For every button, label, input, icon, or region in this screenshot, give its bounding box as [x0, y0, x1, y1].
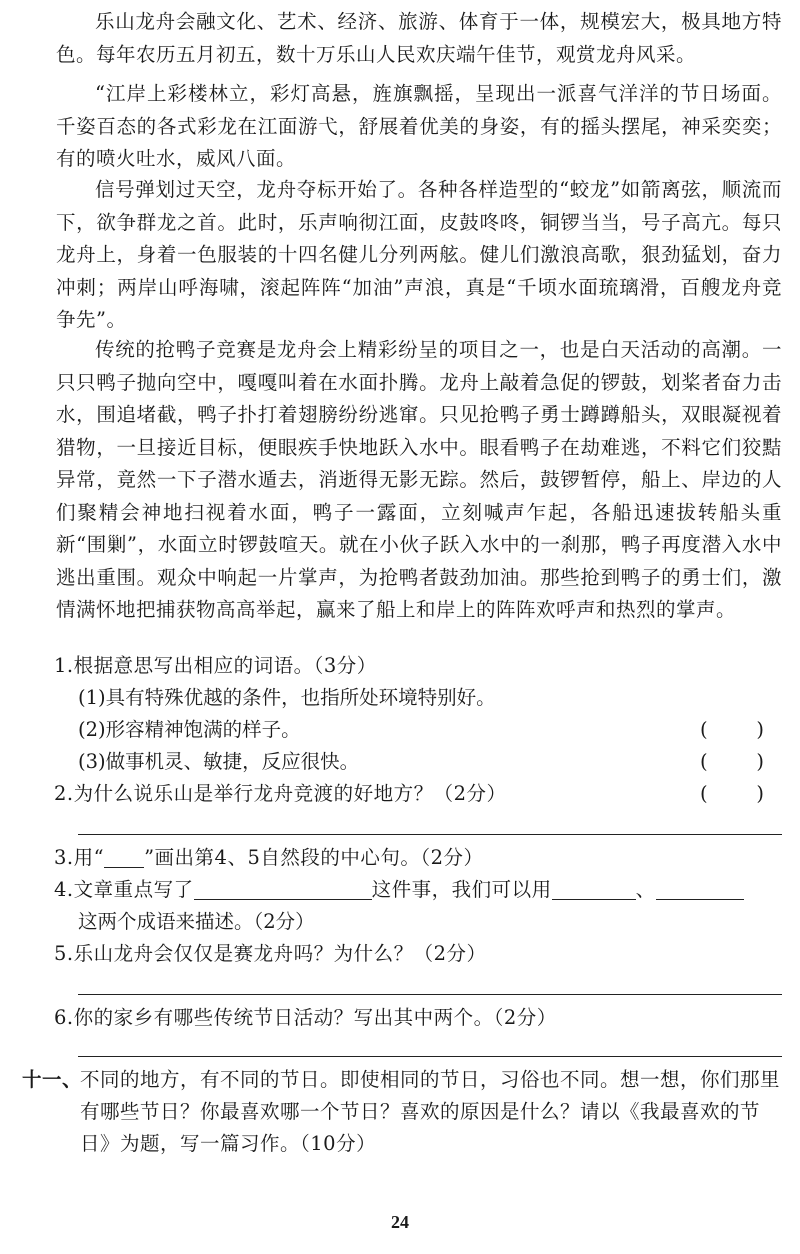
passage-paragraph-3: 信号弹划过天空，龙舟夺标开始了。各种各样造型的“蛟龙”如箭离弦，顺流而下，欲争群龙之首。此时，乐声响彻江面，皮鼓咚咚，铜锣当当，号子高亢。每只龙舟上，身着一色服装的十四名健儿分列两舷。健儿们激浪高歌，狠劲猛划，奋力冲刺；两岸山呼海啸，滚起阵阵“加油”声浪，真是“千顷水面琉璃滑，百艘龙舟竞争先”。: [56, 178, 782, 331]
passage-paragraph-1: 乐山龙舟会融文化、艺术、经济、旅游、体育于一体，规模宏大，极具地方特色。每年农历五月初五，数十万乐山人民欢庆端午佳节，观赏龙舟风采。: [56, 10, 782, 66]
passage-paragraph-2: “江岸上彩楼林立，彩灯高悬，旌旗飘摇，呈现出一派喜气洋洋的节日场面。千姿百态的各式彩龙在江面游弋，舒展着优美的身姿，有的摇头摆尾，神采奕奕；有的喷火吐水，威风八面。: [56, 82, 782, 170]
answer-blank-idiom-1[interactable]: [552, 877, 636, 900]
question-2: 2.为什么说乐山是举行龙舟竞渡的好地方？（2分）: [54, 782, 507, 805]
question-3: 3.用“ ”画出第4、5自然段的中心句。（2分）: [54, 846, 484, 869]
passage-paragraph-4: 传统的抢鸭子竞赛是龙舟会上精彩纷呈的项目之一，也是白天活动的高潮。一只只鸭子抛向空中，嘎嘎叫着在水面扑腾。龙舟上敲着急促的锣鼓，划桨者奋力击水，围追堵截，鸭子扑打着翅膀纷纷逃窜。只见抢鸭子勇士蹲蹲船头，双眼凝视着猎物，一旦接近目标，便眼疾手快地跃入水中。眼看鸭子在劫难逃，不料它们狡黠异常，竟然一下子潜水遁去，消逝得无影无踪。然后，鼓锣暂停，船上、岸边的人们聚精会神地扫视着水面，鸭子一露面，立刻喊声乍起，各船迅速拔转船头重新“围剿”，水面立时锣鼓喧天。就在小伙子跃入水中的一刹那，鸭子再度潜入水中逃出重围。观众中响起一片掌声，为抢鸭者鼓劲加油。那些抢到鸭子的勇士们，激情满怀地把捕获物高高举起，赢来了船上和岸上的阵阵欢呼声和热烈的掌声。: [56, 338, 782, 621]
answer-line-q6[interactable]: [78, 1056, 782, 1057]
question-6: 6.你的家乡有哪些传统节日活动？写出其中两个。（2分）: [54, 1006, 557, 1029]
question-5: 5.乐山龙舟会仅仅是赛龙舟吗？为什么？（2分）: [54, 942, 487, 965]
answer-blank-1[interactable]: ( ): [700, 718, 764, 741]
underline-sample: [104, 845, 144, 868]
page-number: 24: [391, 1212, 409, 1232]
question-4-continued: 这两个成语来描述。（2分）: [78, 910, 315, 933]
section-11-prompt: 不同的地方，有不同的节日。即使相同的节日，习俗也不同。想一想，你们那里有哪些节日？你最喜欢哪一个节日？喜欢的原因是什么？请以《我最喜欢的节日》为题，写一篇习作。（10分）: [80, 1068, 781, 1155]
question-1-item-3-text: (3)做事机灵、敏捷，反应很快。: [78, 750, 360, 773]
answer-blank-idiom-2[interactable]: [656, 877, 744, 900]
question-4: 4.文章重点写了 这件事，我们可以用 、: [54, 874, 784, 906]
question-1: 1.根据意思写出相应的词语。（3分）: [54, 654, 377, 677]
answer-blank-3[interactable]: ( ): [700, 782, 764, 805]
question-1-item-2-text: (2)形容精神饱满的样子。: [78, 718, 301, 741]
answer-line-q5[interactable]: [78, 994, 782, 995]
section-11: [22, 1064, 782, 1160]
answer-line-q2[interactable]: [78, 834, 782, 835]
question-1-item-1-text: (1)具有特殊优越的条件，也指所处环境特别好。: [78, 686, 496, 709]
section-11-number: 十一、: [22, 1068, 83, 1091]
answer-blank-2[interactable]: ( ): [700, 750, 764, 773]
answer-blank-event[interactable]: [194, 877, 372, 900]
